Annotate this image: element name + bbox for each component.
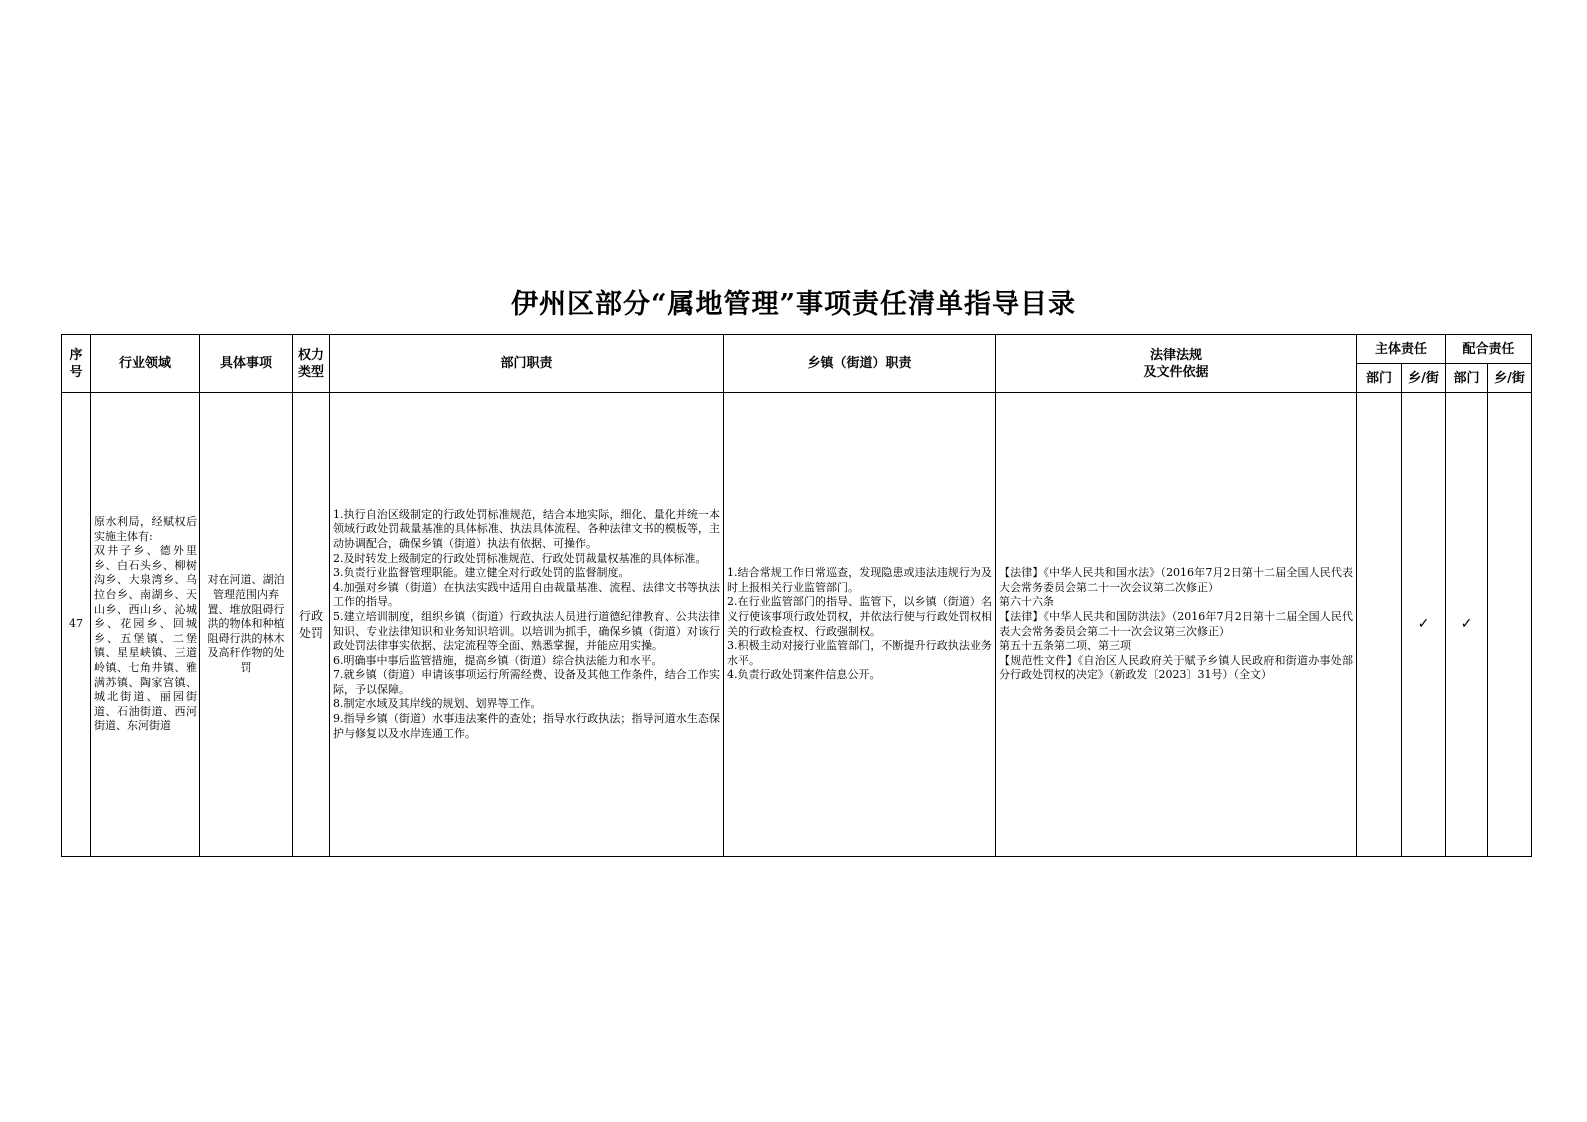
responsibility-table [61, 334, 1532, 857]
cell-main-dept [1357, 393, 1402, 857]
cell-legal-basis: 【法律】《中华人民共和国水法》（2016年7月2日第十二届全国人民代表大会常务委员会第二十一次会议第二次修正） 第六十六条 【法律】《中华人民共和国防洪法》（2016年7月2日第十二届全国人民代表大会常务委员会第二十一次会议第三次修正） 第五十五条第二项、第三项 【规范性文件】《自治区人民政府关于赋予乡镇人民政府和街道办事处部分行政处罚权的决定》（新政发〔2023〕31号）（全文） [996, 393, 1357, 857]
header-coop-town: 乡/街 [1488, 364, 1532, 393]
table-row [62, 393, 1532, 857]
header-row-top [62, 335, 1532, 364]
cell-coop-dept-check: ✓ [1446, 393, 1488, 857]
cell-industry: 原水利局，经赋权后实施主体有: 双井子乡、德外里乡、白石头乡、柳树沟乡、大泉湾乡、乌拉台乡、南湖乡、天山乡、西山乡、沁城乡、花园乡、回城乡、五堡镇、二堡镇、星星峡镇、三道岭镇、七角井镇、雅满苏镇、陶家宫镇、城北街道、丽园街道、石油街道、西河街道、东河街道 [91, 393, 200, 857]
header-dept-duty: 部门职责 [330, 335, 724, 393]
cell-town-duty: 1.结合常规工作日常巡查，发现隐患或违法违规行为及时上报相关行业监管部门。 2.在行业监管部门的指导、监管下，以乡镇（街道）名义行使该事项行政处罚权，并依法行使与行政处罚权相关的行政检查权、行政强制权。 3.积极主动对接行业监管部门，不断提升行政执法业务水平。 4.负责行政处罚案件信息公开。 [724, 393, 996, 857]
header-main-dept: 部门 [1357, 364, 1402, 393]
cell-dept-duty: 1.执行自治区级制定的行政处罚标准规范，结合本地实际，细化、量化并统一本领域行政处罚裁量基准的具体标准、执法具体流程、各种法律文书的模板等，主动协调配合，确保乡镇（街道）执法有依据、可操作。 2.及时转发上级制定的行政处罚标准规范、行政处罚裁量权基准的具体标准。 3.负责行业监督管理职能。建立健全对行政处罚的监督制度。 4.加强对乡镇（街道）在执法实践中适用自由裁量基准、流程、法律文书等执法工作的指导。 5.建立培训制度，组织乡镇（街道）行政执法人员进行道德纪律教育、公共法律知识、专业法律知识和业务知识培训。以培训为抓手，确保乡镇（街道）对该行政处罚法律事实依据、法定流程等全面、熟悉掌握，并能应用实操。 6.明确事中事后监管措施，提高乡镇（街道）综合执法能力和水平。 7.就乡镇（街道）申请该事项运行所需经费、设备及其他工作条件，结合工作实际，予以保障。 8.制定水域及其岸线的规划、划界等工作。 9.指导乡镇（街道）水事违法案件的查处；指导水行政执法；指导河道水生态保护与修复以及水岸连通工作。 [330, 393, 724, 857]
header-power-type: 权力 类型 [293, 335, 330, 393]
header-seq: 序 号 [62, 335, 91, 393]
header-legal-basis: 法律法规 及文件依据 [996, 335, 1357, 393]
document-title: 伊州区部分“属地管理”事项责任清单指导目录 [510, 289, 1077, 320]
header-town-duty: 乡镇（街道）职责 [724, 335, 996, 393]
cell-coop-town [1488, 393, 1532, 857]
cell-power-type: 行政 处罚 [293, 393, 330, 857]
cell-seq: 47 [62, 393, 91, 857]
header-item: 具体事项 [200, 335, 293, 393]
header-main-town: 乡/街 [1402, 364, 1446, 393]
cell-item: 对在河道、湖泊管理范围内弃置、堆放阻碍行洪的物体和种植阻碍行洪的林木及高秆作物的处罚 [200, 393, 293, 857]
header-coop-resp: 配合责任 [1446, 335, 1532, 364]
cell-main-town-check: ✓ [1402, 393, 1446, 857]
header-industry: 行业领域 [91, 335, 200, 393]
header-coop-dept: 部门 [1446, 364, 1488, 393]
header-main-resp: 主体责任 [1357, 335, 1446, 364]
